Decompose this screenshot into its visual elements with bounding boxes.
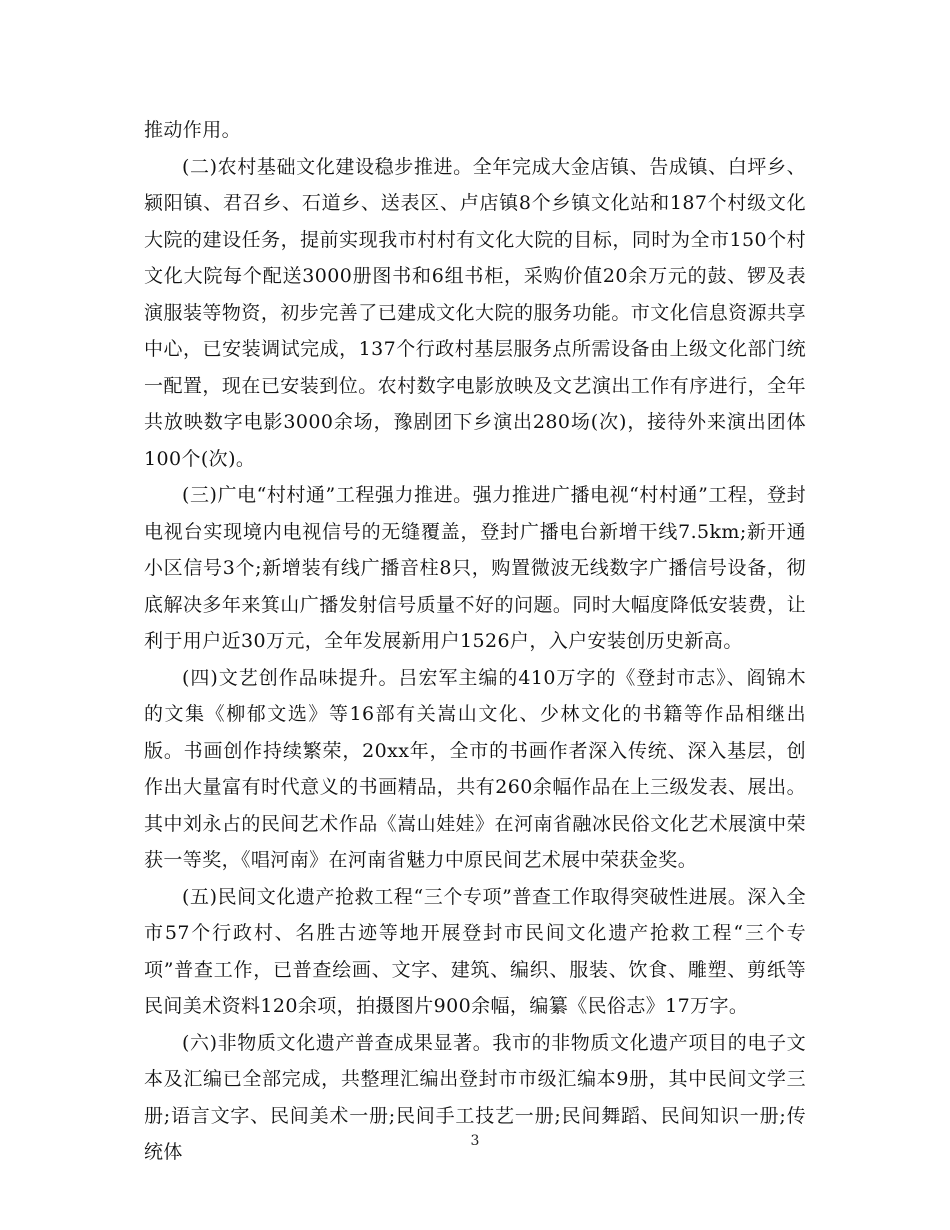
- paragraph-4: (四)文艺创作品味提升。吕宏军主编的410万字的《登封市志》、阎锦木的文集《柳郁文选》等16部有关嵩山文化、少林文化的书籍等作品相继出版。书画创作持续繁荣，20xx年，全市的书画作者深入传统、深入基层，创作出大量富有时代意义的书画精品，共有260余幅作品在上三级发表、展出。其中刘永占的民间艺术作品《嵩山娃娃》在河南省融冰民俗文化艺术展演中荣获一等奖，《唱河南》在河南省魅力中原民间艺术展中荣获金奖。: [144, 666, 806, 871]
- paragraph-6: (六)非物质文化遗产普查成果显著。我市的非物质文化遗产项目的电子文本及汇编已全部完成，共整理汇编出登封市市级汇编本9册，其中民间文学三册;语言文字、民间美术一册;民间手工技艺一册;民间舞蹈、民间知识一册;传统体: [144, 1031, 806, 1163]
- paragraph-3: (三)广电“村村通”工程强力推进。强力推进广播电视“村村通”工程，登封电视台实现境内电视信号的无缝覆盖，登封广播电台新增干线7.5km;新开通小区信号3个;新增装有线广播音柱8只，购置微波无线数字广播信号设备，彻底解决多年来箕山广播发射信号质量不好的问题。同时大幅度降低安装费，让利于用户近30万元，全年发展新用户1526户，入户安装创历史新高。: [144, 484, 806, 652]
- paragraph-5: (五)民间文化遗产抢救工程“三个专项”普查工作取得突破性进展。深入全市57个行政村、名胜古迹等地开展登封市民间文化遗产抢救工程“三个专项”普查工作，已普查绘画、文字、建筑、编织、服装、饮食、雕塑、剪纸等民间美术资料120余项，拍摄图片900余幅，编纂《民俗志》17万字。: [144, 885, 806, 1017]
- paragraph-2: (二)农村基础文化建设稳步推进。全年完成大金店镇、告成镇、白坪乡、颍阳镇、君召乡、石道乡、送表区、卢店镇8个乡镇文化站和187个村级文化大院的建设任务，提前实现我市村村有文化大院的目标，同时为全市150个村文化大院每个配送3000册图书和6组书柜，采购价值20余万元的鼓、锣及表演服装等物资，初步完善了已建成文化大院的服务功能。市文化信息资源共享中心，已安装调试完成，137个行政村基层服务点所需设备由上级文化部门统一配置，现在已安装到位。农村数字电影放映及文艺演出工作有序进行，全年共放映数字电影3000余场，豫剧团下乡演出280场(次)，接待外来演出团体100个(次)。: [144, 155, 806, 470]
- paragraph-1: 推动作用。: [144, 119, 242, 141]
- body-text: [144, 112, 806, 1171]
- page-number: 3: [470, 1133, 480, 1149]
